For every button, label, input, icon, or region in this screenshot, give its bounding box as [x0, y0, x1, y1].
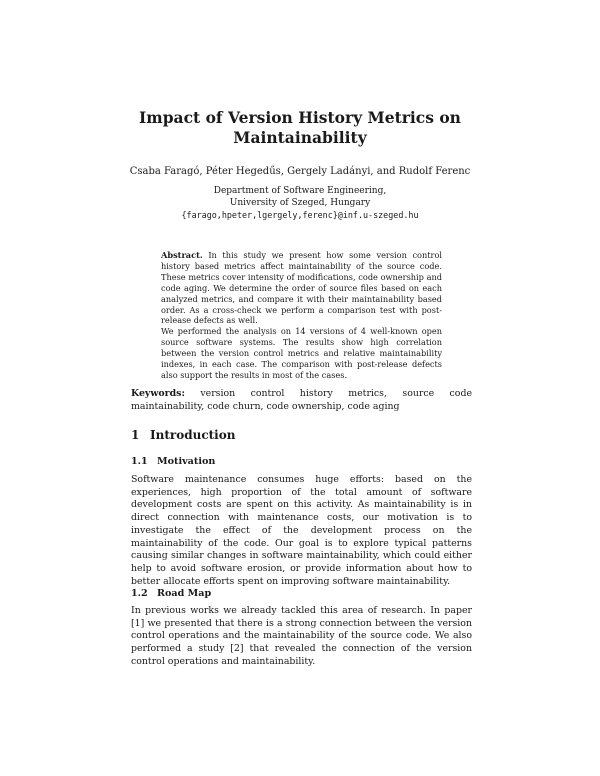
section-heading-introduction [131, 428, 235, 442]
section-number: 1 [131, 428, 140, 442]
roadmap-text: In previous works we already tackled this area of research. In paper [1] we presented that there is a strong connection between the version control operations and the maintainability of the source code. We also performed a study [2] that revealed the connection of the version control operations and maintainability. [131, 605, 472, 667]
author-emails: {farago,hpeter,lgergely,ferenc}@inf.u-szeged.hu [181, 210, 419, 220]
affiliation-department: Department of Software Engineering, [213, 186, 387, 196]
motivation-paragraph [131, 474, 472, 588]
affiliation-university: University of Szeged, Hungary [229, 198, 371, 208]
subsection-title: Motivation [157, 456, 216, 467]
keywords-label: Keywords: [131, 388, 185, 399]
roadmap-paragraph [131, 605, 472, 669]
abstract-label: Abstract. [161, 250, 203, 260]
abstract-paragraph-1 [161, 250, 442, 326]
keywords-text: version control history metrics, source code maintainability, code churn, code ownership, code aging [131, 388, 473, 412]
subsection-number: 1.1 [131, 456, 148, 467]
subsection-heading-road-map [131, 588, 211, 599]
motivation-text: Software maintenance consumes huge efforts: based on the experiences, high proportion of the total amount of software development costs are spent on this activity. As maintainability is in direct connection with maintenance costs, our motivation is to investigate the effect of the development process on the maintainability of the code. Our goal is to explore typical patterns causing similar changes in software maintainability, which could either help to avoid software erosion, or provide information about how to better allocate efforts spent on improving software maintainability. [131, 474, 472, 587]
author-list: Csaba Faragó, Péter Hegedűs, Gergely Ladányi, and Rudolf Ferenc [129, 166, 471, 177]
abstract [161, 250, 442, 381]
paper-title: Impact of Version History Metrics on Maintainability [139, 108, 461, 147]
subsection-title: Road Map [157, 588, 212, 599]
abstract-paragraph-2: We performed the analysis on 14 versions of 4 well-known open source software systems. The results show high correlation between the version control metrics and relative maintainability indexes, in each case. The comparison with post-release defects also support the results in most of the cases. [161, 326, 442, 380]
subsection-heading-motivation [131, 456, 215, 467]
keywords [131, 387, 472, 413]
abstract-text-1: In this study we present how some version control history based metrics affect maintainability of the source code. These metrics cover intensity of modifications, code ownership and code aging. We determine the order of source files based on each analyzed metrics, and compare it with their maintainability based order. As a cross-check we perform a comparison test with post-release defects as well. [161, 250, 442, 326]
affiliation [100, 185, 500, 221]
subsection-number: 1.2 [131, 588, 148, 599]
section-title: Introduction [150, 428, 236, 442]
